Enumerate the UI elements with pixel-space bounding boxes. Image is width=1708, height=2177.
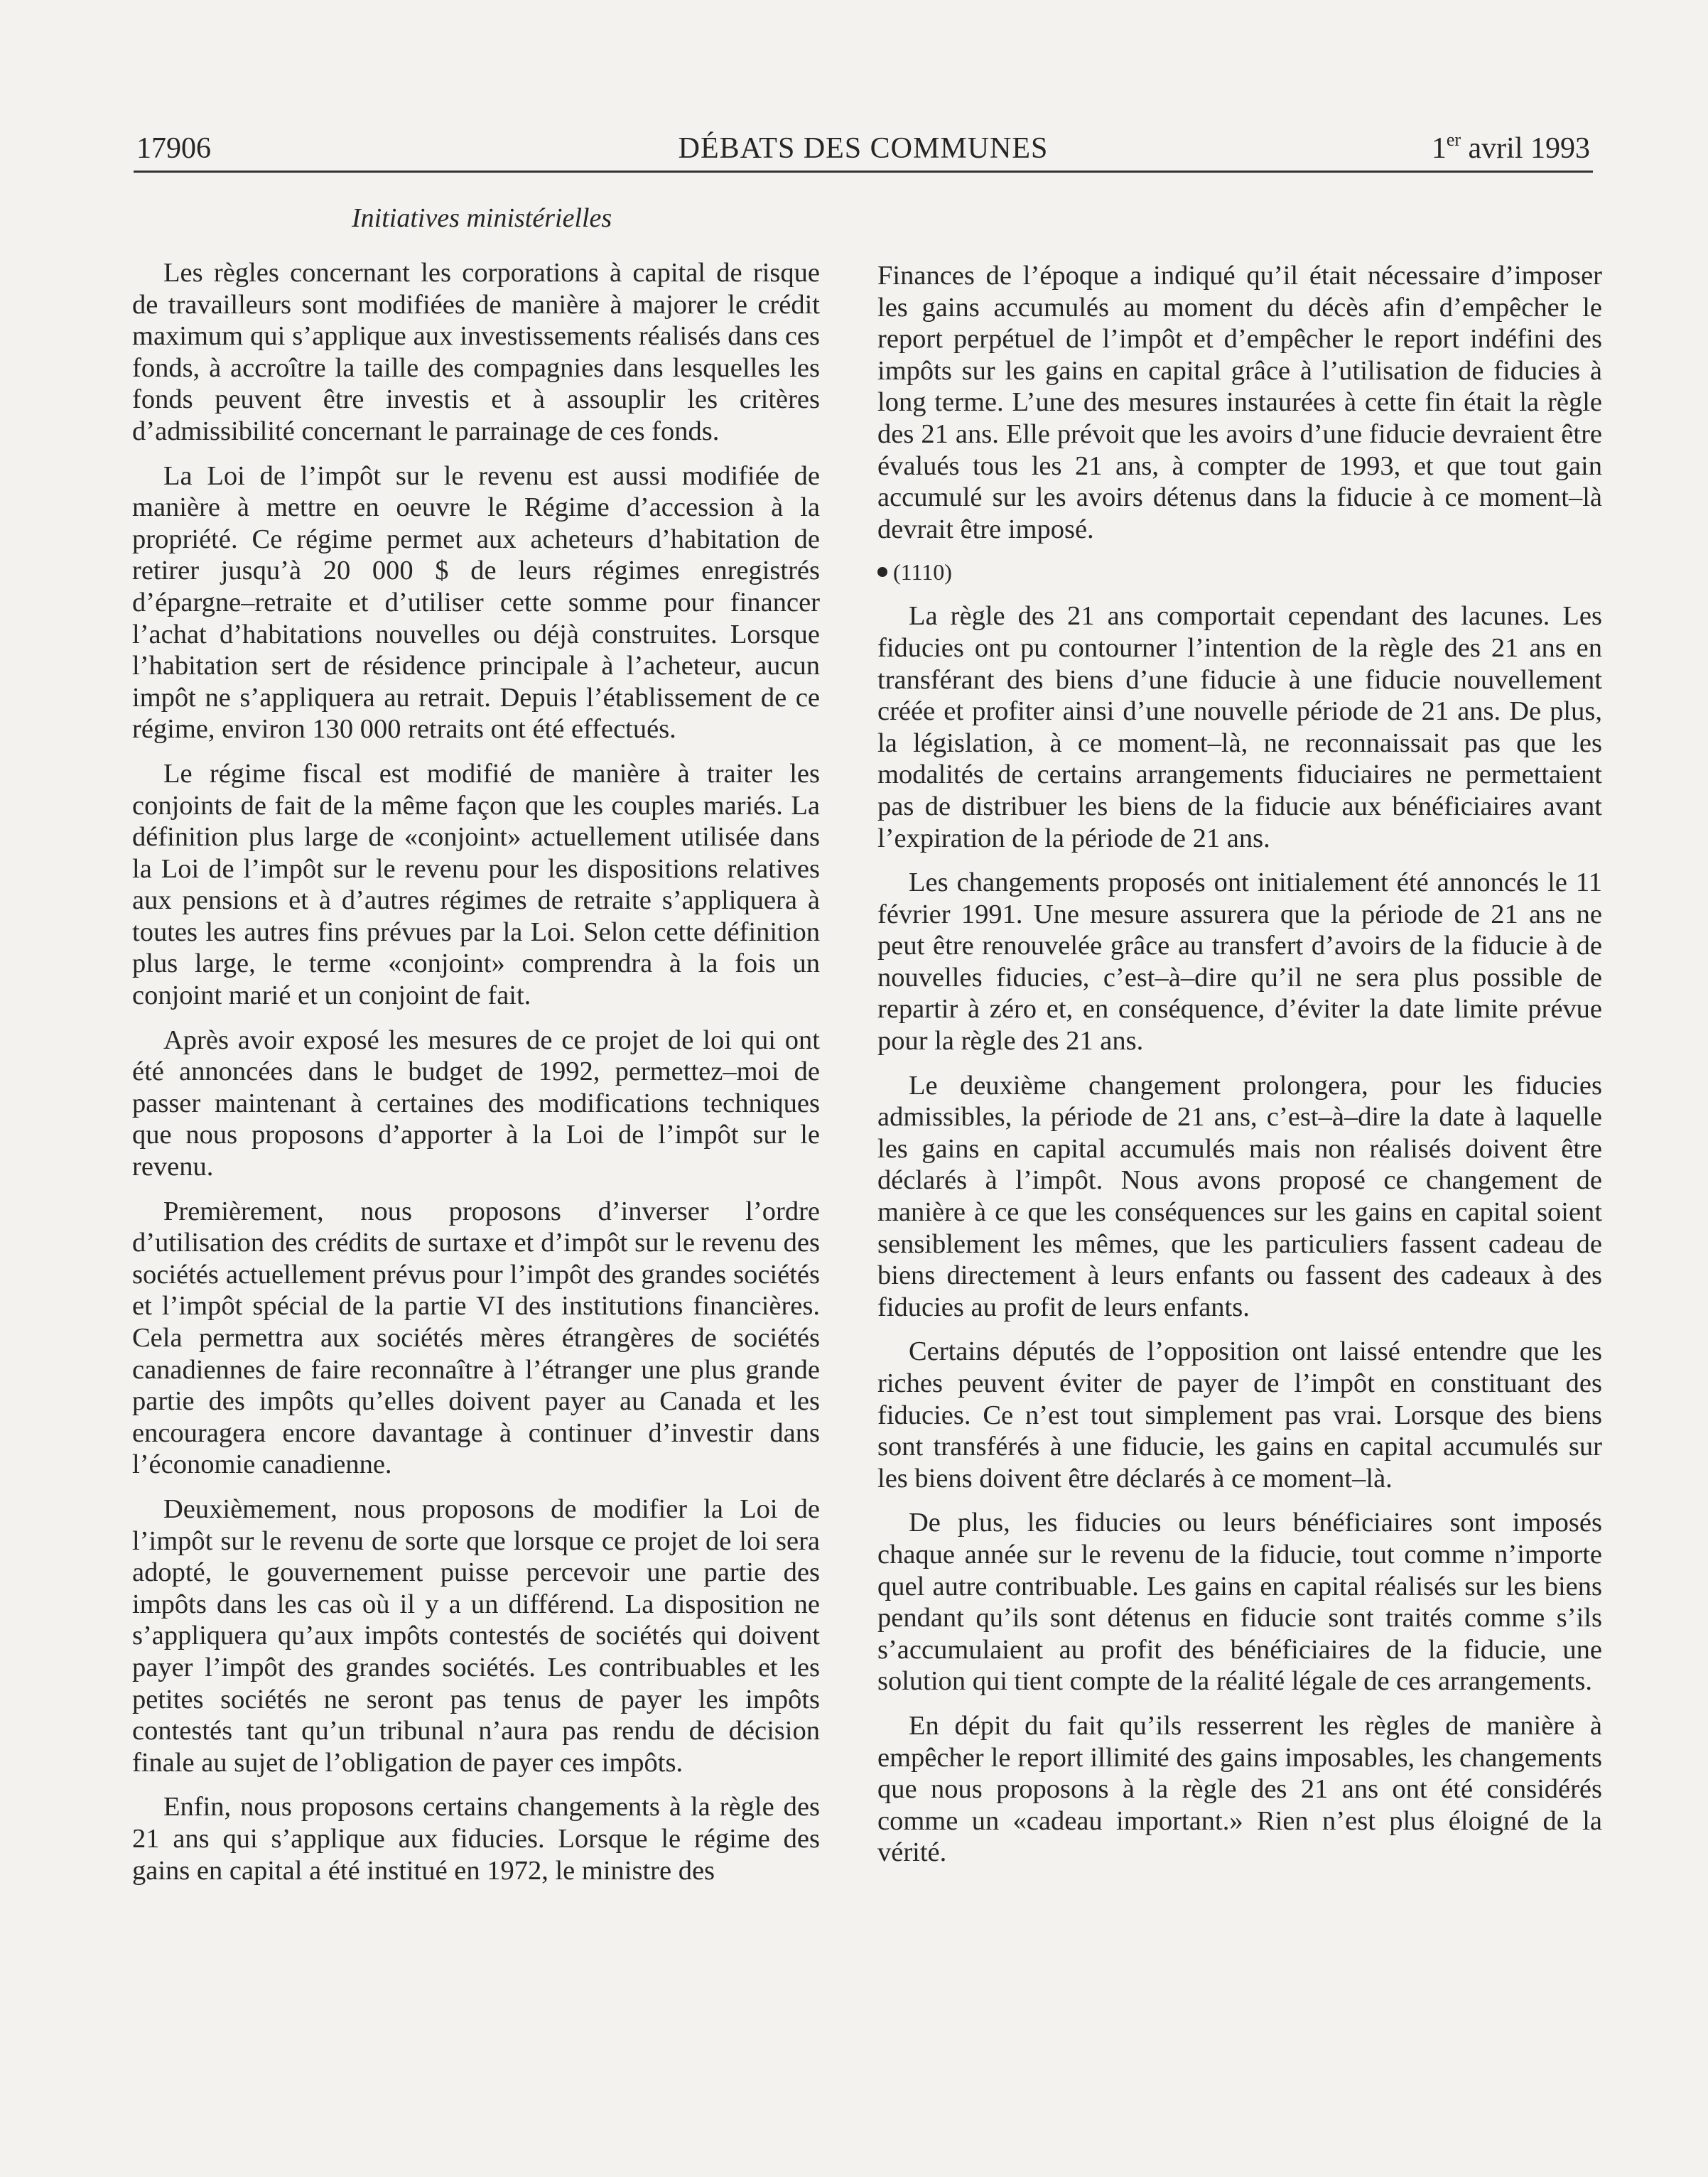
paragraph: Le deuxième changement prolongera, pour les fiducies admissibles, la période de 21 ans, c’est–à–dire la date à laquelle les gains en capital accumulés mais non réalisés doivent être déclarés à l’impôt. Nous avons proposé ce changement de manière à ce que les conséquences sur les gains en capital soient sensiblement les mêmes, que les particuliers fassent cadeau de biens directement à leurs enfants ou fassent des cadeaux à des fiducies au profit de leurs enfants. [877, 1070, 1602, 1322]
paragraph: La Loi de l’impôt sur le revenu est aussi modifiée de manière à mettre en oeuvre le Régime d’accession à la propriété. Ce régime permet aux acheteurs d’habitation de retirer jusqu’à 20 000 $ de leurs régimes enregistrés d’épargne–retraite et d’utiliser cette somme pour financer l’achat d’habitations nouvelles ou déjà construites. Lorsque l’habitation sert de résidence principale à l’acheteur, aucun impôt ne s’appliquera au retrait. Depuis l’établissement de ce régime, environ 130 000 retraits ont été effectués. [132, 460, 820, 745]
date-superscript: er [1446, 129, 1461, 150]
paragraph: Certains députés de l’opposition ont laissé entendre que les riches peuvent éviter de payer de l’impôt en constituant des fiducies. Ce n’est tout simplement pas vrai. Lorsque des biens sont transférés à une fiducie, les gains en capital accumulés sur les biens doivent être déclarés à ce moment–là. [877, 1336, 1602, 1493]
paragraph: La règle des 21 ans comportait cependant des lacunes. Les fiducies ont pu contourner l’intention de la règle des 21 ans en transférant des biens d’une fiducie à une fiducie nouvellement créée et profiter ainsi d’une nouvelle période de 21 ans. De plus, la législation, à ce moment–là, ne reconnaissait pas que les modalités de certains arrangements fiduciaires ne permettaient pas de distribuer les biens de la fiducie aux bénéficiaires avant l’expiration de la période de 21 ans. [877, 601, 1602, 853]
paragraph: Après avoir exposé les mesures de ce projet de loi qui ont été annoncées dans le budget de 1992, permettez–moi de passer maintenant à certaines des modifications techniques que nous proposons d’apporter à la Loi de l’impôt sur le revenu. [132, 1025, 820, 1182]
paragraph: En dépit du fait qu’ils resserrent les règles de manière à empêcher le report illimité des gains imposables, les changements que nous proposons à la règle des 21 ans ont été considérés comme un «cadeau important.» Rien n’est plus éloigné de la vérité. [877, 1710, 1602, 1868]
bullet-icon [877, 567, 887, 577]
paragraph: Enfin, nous proposons certains changements à la règle des 21 ans qui s’applique aux fiducies. Lorsque le régime des gains en capital a été institué en 1972, le ministre des [132, 1792, 820, 1886]
paragraph: Finances de l’époque a indiqué qu’il était nécessaire d’imposer les gains accumulés au moment du décès afin d’empêcher le report perpétuel de l’impôt et d’empêcher le report indéfini des impôts sur les gains en capital grâce à l’utilisation de fiducies à long terme. L’une des mesures instaurées à cette fin était la règle des 21 ans. Elle prévoit que les avoirs d’une fiducie devraient être évalués tous les 21 ans, à compter de 1993, et que tout gain accumulé sur les avoirs détenus dans la fiducie à ce moment–là devrait être imposé. [877, 261, 1602, 544]
time-marker-text: (1110) [893, 559, 952, 585]
paragraph: Premièrement, nous proposons d’inverser l’ordre d’utilisation des crédits de surtaxe et d’impôt sur le revenu des sociétés actuellement prévus pour l’impôt des grandes sociétés et l’impôt spécial de la partie VI des institutions financières. Cela permettra aux sociétés mères étrangères de sociétés canadiennes de faire reconnaître à l’étranger une plus grande partie des impôts qu’elles doivent payer au Canada et les encouragera encore davantage à continuer d’investir dans l’économie canadienne. [132, 1196, 820, 1480]
journal-title: DÉBATS DES COMMUNES [678, 132, 1049, 165]
paragraph: Les changements proposés ont initialement été annoncés le 11 février 1991. Une mesure assurera que la période de 21 ans ne peut être renouvelée grâce au transfert d’avoirs de la fiducie à de nouvelles fiducies, c’est–à–dire qu’il ne sera plus possible de repartir à zéro et, en conséquence, d’éviter la date limite prévue pour la règle des 21 ans. [877, 868, 1602, 1057]
date-day: 1 [1431, 132, 1447, 165]
page-header [134, 126, 1593, 173]
paragraph: Le régime fiscal est modifié de manière à traiter les conjoints de fait de la même façon que les couples mariés. La définition plus large de «conjoint» actuellement utilisée dans la Loi de l’impôt sur le revenu pour les dispositions relatives aux pensions et à d’autres régimes de retraite s’appliquera à toutes les autres fins prévues par la Loi. Selon cette définition plus large, le terme «conjoint» comprendra à la fois un conjoint marié et un conjoint de fait. [132, 758, 820, 1011]
page-number: 17906 [136, 132, 211, 165]
paragraph: Deuxièmement, nous proposons de modifier la Loi de l’impôt sur le revenu de sorte que lorsque ce projet de loi sera adopté, le gouvernement puisse percevoir une partie des impôts dans les cas où il y a un différend. La disposition ne s’appliquera qu’aux impôts contestés de sociétés qui doivent payer l’impôt des grandes sociétés. Les contribuables et les petites sociétés ne seront pas tenus de payer les impôts contestés tant qu’un tribunal n’aura pas rendu de décision finale au sujet de l’obligation de payer ces impôts. [132, 1493, 820, 1778]
left-column [132, 257, 820, 1899]
page-date [1431, 129, 1590, 165]
right-column [877, 260, 1602, 1881]
section-title: Initiatives ministérielles [352, 203, 612, 233]
date-rest: avril 1993 [1461, 132, 1590, 165]
time-marker [877, 558, 1602, 586]
paragraph: Les règles concernant les corporations à capital de risque de travailleurs sont modifiées de manière à majorer le crédit maximum qui s’applique aux investissements réalisés dans ces fonds, à accroître la taille des compagnies dans lesquelles les fonds peuvent être investis et à assouplir les critères d’admissibilité concernant le parrainage de ces fonds. [132, 258, 820, 446]
paragraph: De plus, les fiducies ou leurs bénéficiaires sont imposés chaque année sur le revenu de la fiducie, tout comme n’importe quel autre contribuable. Les gains en capital réalisés sur les biens pendant qu’ils sont détenus en fiducie sont traités comme s’ils s’accumulaient au profit des bénéficiaires de la fiducie, une solution qui tient compte de la réalité légale de ces arrangements. [877, 1508, 1602, 1697]
